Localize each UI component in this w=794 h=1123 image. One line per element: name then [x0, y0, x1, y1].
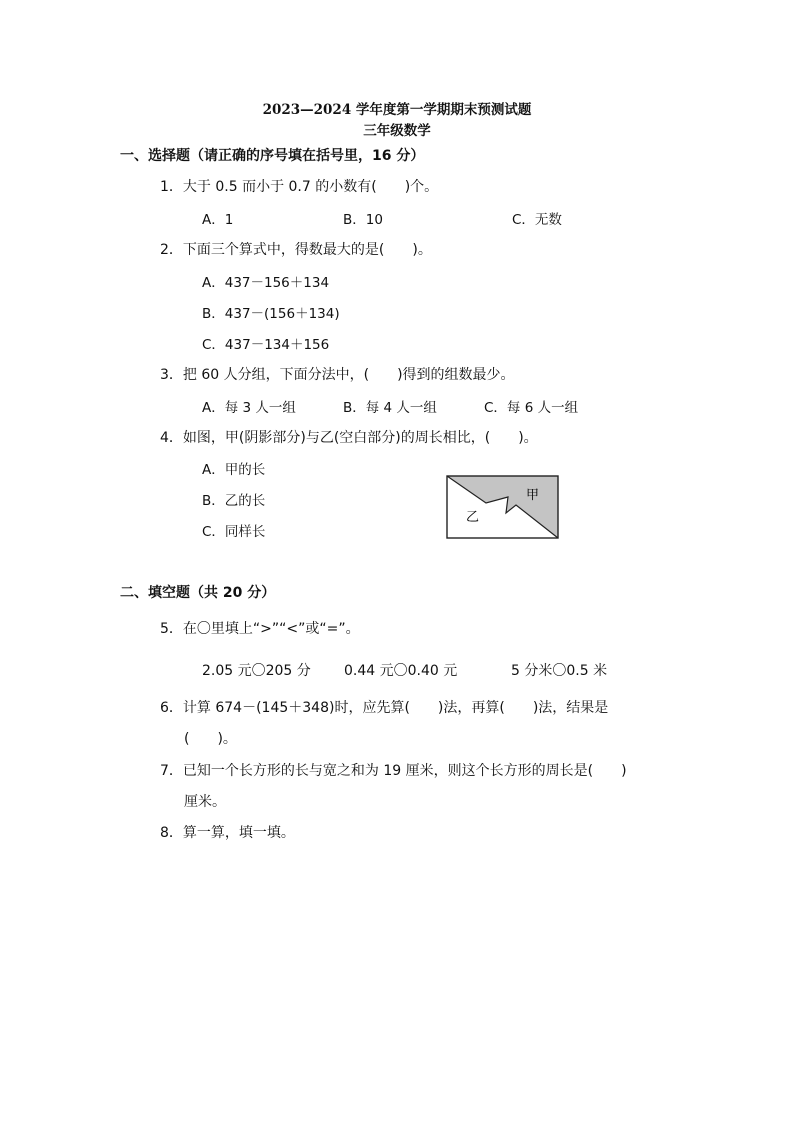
q1-option-b: B．10	[343, 212, 383, 228]
q4-stem: 4．如图，甲(阴影部分)与乙(空白部分)的周长相比，( )。	[160, 430, 538, 446]
q5-stem: 5．在〇里填上“>”“<”或“=”。	[160, 621, 360, 637]
q4-option-c: C．同样长	[202, 524, 266, 540]
page-subtitle: 三年级数学	[363, 123, 431, 139]
page-title: 2023—2024 学年度第一学期期末预测试题	[262, 102, 532, 118]
label-yi: 乙	[466, 510, 480, 525]
q6-line1: 6．计算 674－(145＋348)时，应先算( )法，再算( )法，结果是	[160, 700, 609, 716]
q3-stem: 3．把 60 人分组，下面分法中，( )得到的组数最少。	[160, 367, 515, 383]
q3-option-a: A．每 3 人一组	[202, 400, 296, 416]
q1-option-a: A．1	[202, 212, 234, 228]
q5-item-2: 0.44 元〇0.40 元	[344, 663, 458, 679]
q2-stem: 2．下面三个算式中，得数最大的是( )。	[160, 242, 432, 258]
q5-item-1: 2.05 元〇205 分	[202, 663, 311, 679]
q4-figure	[446, 475, 559, 539]
q3-option-c: C．每 6 人一组	[484, 400, 579, 416]
q4-option-a: A．甲的长	[202, 462, 266, 478]
q6-line2: ( )。	[184, 731, 237, 747]
q4-option-b: B．乙的长	[202, 493, 266, 509]
q7-line1: 7．已知一个长方形的长与宽之和为 19 厘米，则这个长方形的周长是( )	[160, 763, 627, 779]
q1-option-c: C．无数	[512, 212, 562, 228]
q2-option-c: C．437－134＋156	[202, 337, 330, 353]
q2-option-a: A．437－156＋134	[202, 275, 330, 291]
section1-heading: 一、选择题（请正确的序号填在括号里，16 分）	[120, 148, 425, 164]
q7-line2: 厘米。	[184, 794, 226, 810]
shaded-region-jia	[447, 476, 558, 538]
section2-heading: 二、填空题（共 20 分）	[120, 585, 276, 601]
q3-option-b: B．每 4 人一组	[343, 400, 437, 416]
label-jia: 甲	[526, 488, 540, 503]
q1-stem: 1．大于 0.5 而小于 0.7 的小数有( )个。	[160, 179, 439, 195]
q5-item-3: 5 分米〇0.5 米	[511, 663, 608, 679]
q2-option-b: B．437－(156＋134)	[202, 306, 340, 322]
q8-stem: 8．算一算，填一填。	[160, 825, 295, 841]
